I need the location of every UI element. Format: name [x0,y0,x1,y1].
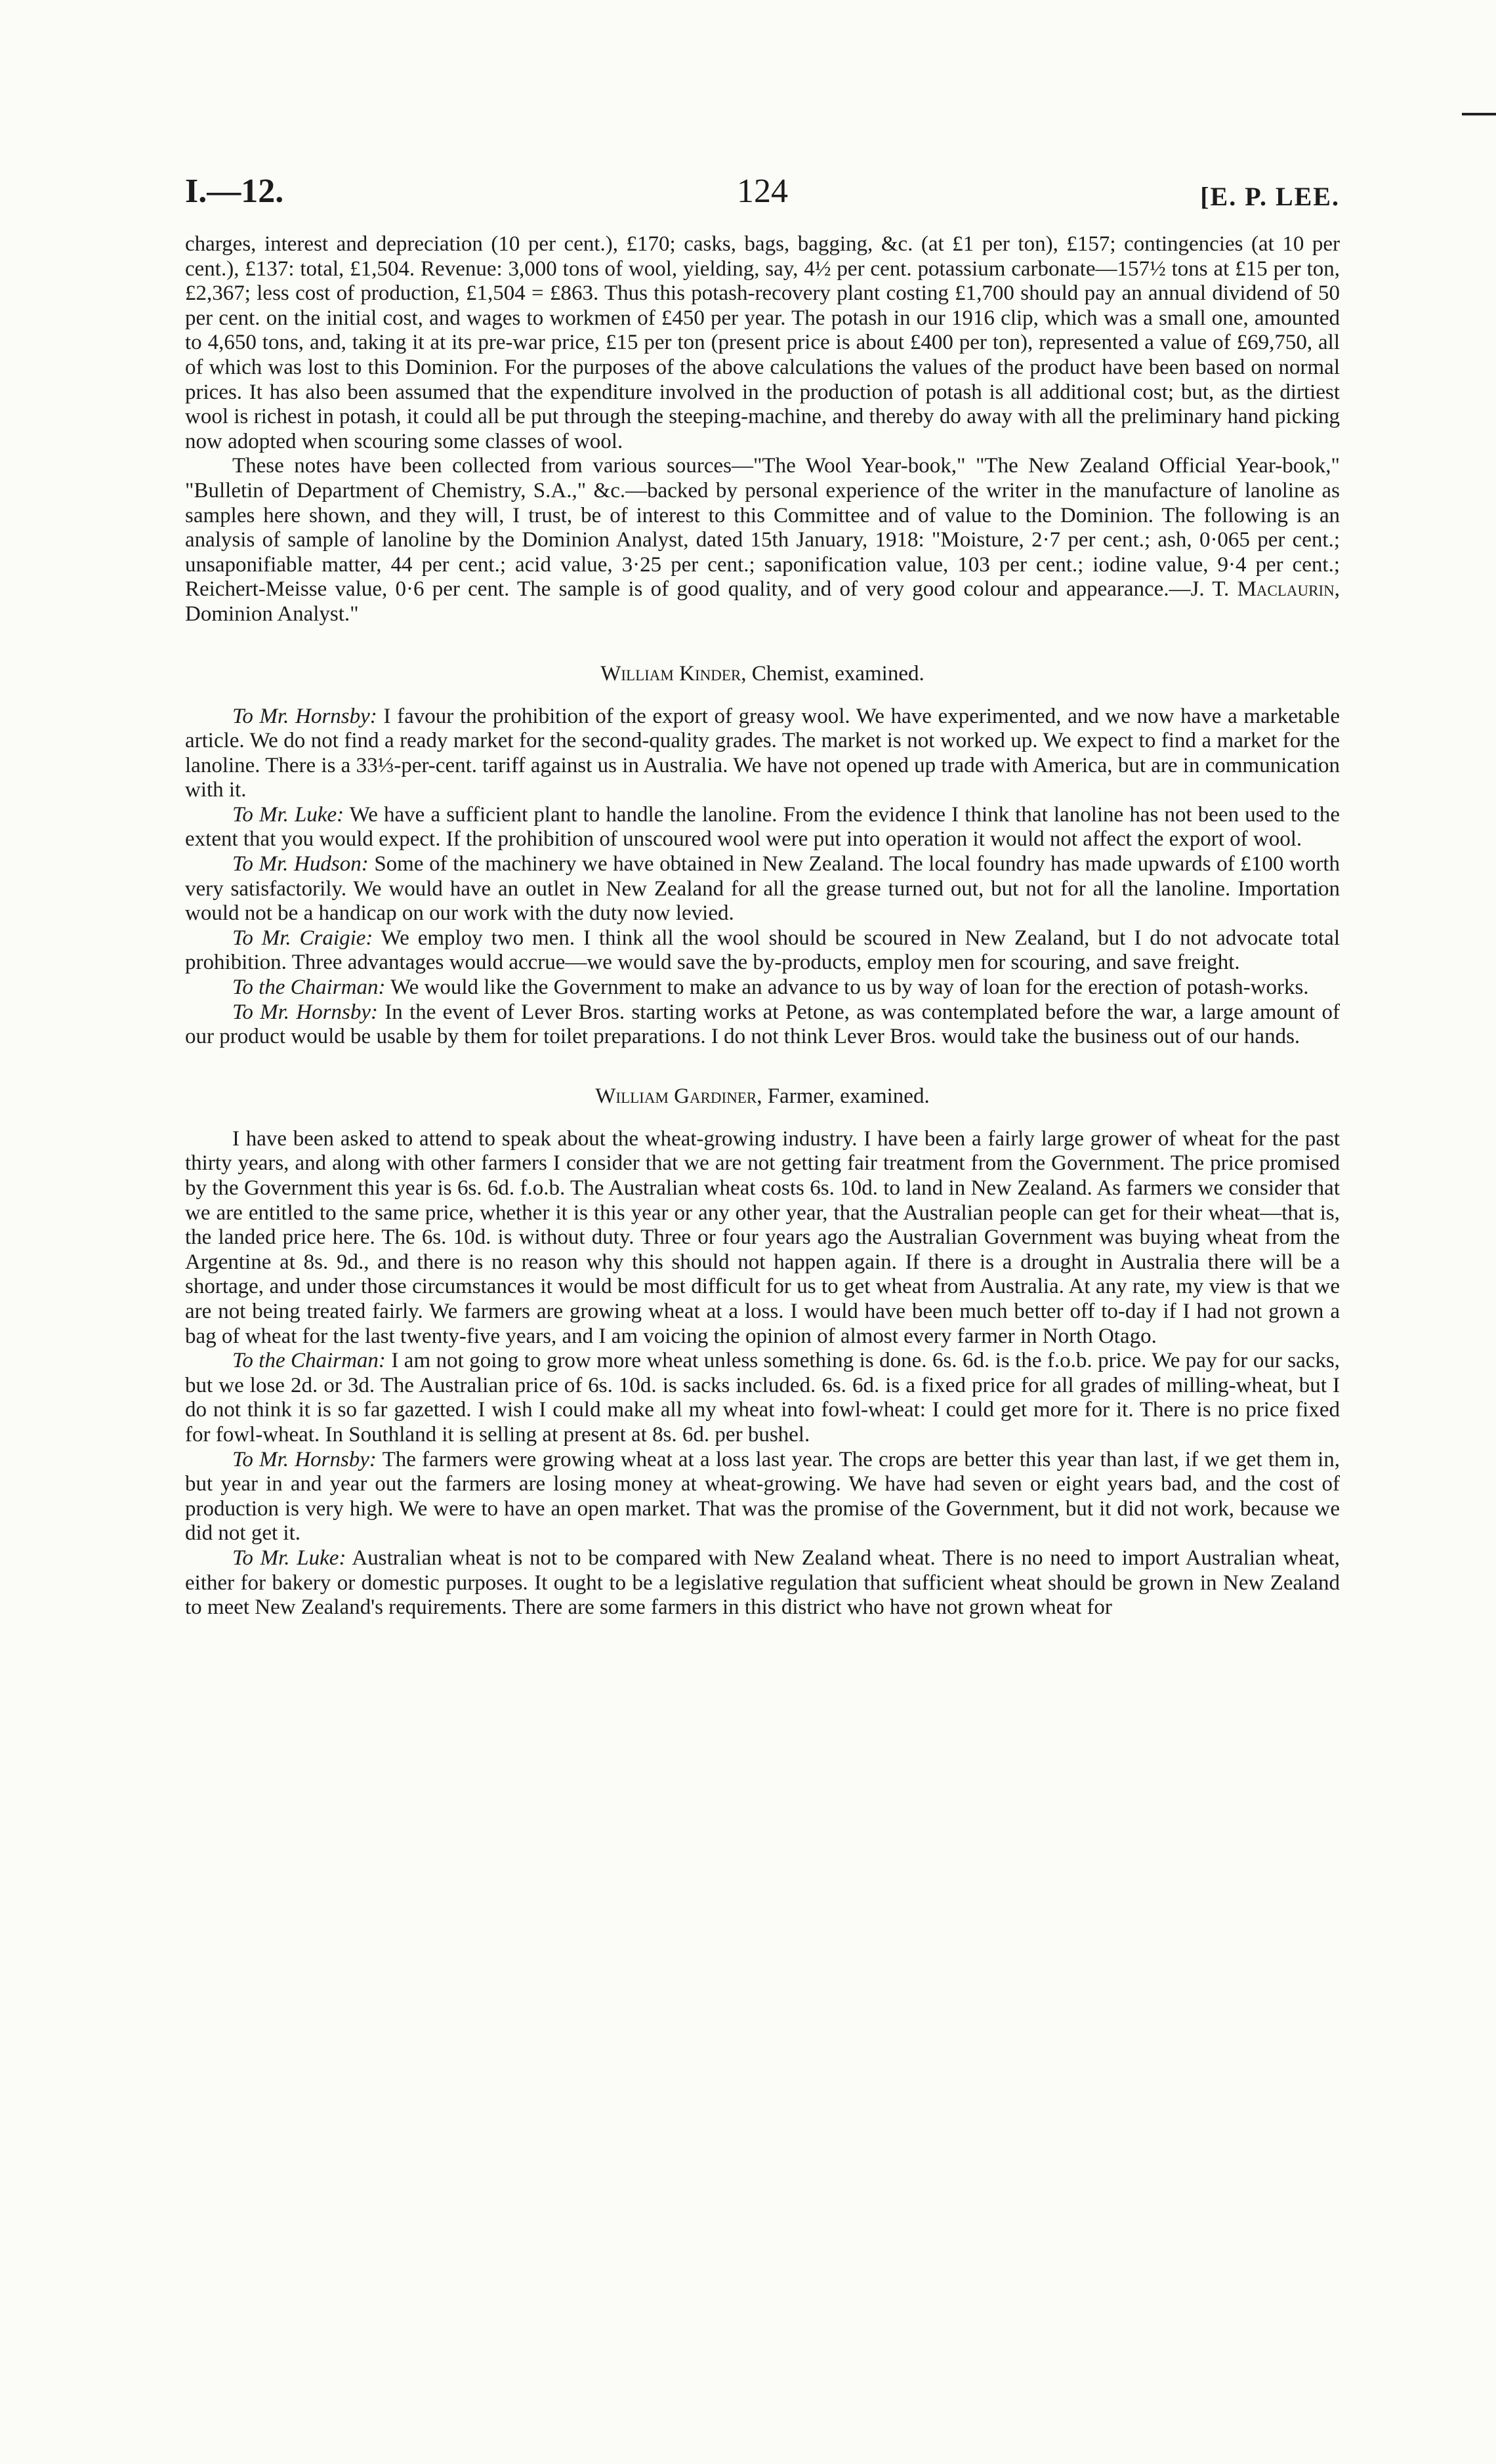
kinder-heading-name: William Kinder [600,661,741,686]
kinder-answer-3 [185,852,1340,926]
lee-paragraph-2-text: These notes have been collected from various sources—"The Wool Year-book," "The New Zealand Official Year-book," "Bulletin of Department of Chemistry, S.A.," &c.—backed by personal experience of the writer in the manufacture of lanoline as samples here shown, and they will, I trust, be of interest to this Committee and of value to the Dominion. The following is an analysis of sample of lanoline by the Dominion Analyst, dated 15th January, 1918: "Moisture, 2·7 per cent.; ash, 0·065 per cent.; unsaponifiable matter, 44 per cent.; acid value, 3·25 per cent.; saponification value, 103 per cent.; iodine value, 9·4 per cent.; Reichert-Meisse value, 0·6 per cent. The sample is of good quality, and of very good colour and appearance.— [185,454,1340,602]
kinder-answer-5 [185,975,1340,1000]
gardiner-answer-1 [185,1349,1340,1447]
addressee-label: To Mr. Craigie: [232,926,373,950]
analyst-signature-tail: , Dominion Analyst." [185,577,1340,626]
addressee-label: To the Chairman: [232,975,386,1000]
kinder-answer-4 [185,926,1340,975]
lee-paragraph-1: charges, interest and depreciation (10 per cent.), £170; casks, bags, bagging, &c. (at £1 per ton), £157; contingencies (at 10 per cent.), £137: total, £1,504. Revenue: 3,000 tons of wool, yielding, say, 4½ per cent. potassium carbonate—157½ tons at £15 per ton, £2,367; less cost of production, £1,504 = £863. Thus this potash-recovery plant costing £1,700 should pay an annual dividend of 50 per cent. on the initial cost, and wages to workmen of £450 per year. The potash in our 1916 clip, which was a small one, amounted to 4,650 tons, and, taking it at its pre-war price, £15 per ton (present price is about £400 per ton), represented a value of £69,750, all of which was lost to this Dominion. For the purposes of the above calculations the values of the product have been based on normal prices. It has also been assumed that the expenditure involved in the production of potash is all additional cost; but, as the dirtiest wool is richest in potash, it could all be put through the steeping-machine, and thereby do away with all the preliminary hand picking now adopted when scouring some classes of wool. [185,232,1340,453]
addressee-label: To Mr. Luke: [232,1546,346,1570]
addressee-label: To Mr. Hudson: [232,852,369,876]
answer-text: In the event of Lever Bros. starting works at Petone, as was contemplated before the war, a large amount of our product would be usable by them for toilet preparations. I do not think Lever Bros. would take the business out of our hands. [185,1000,1340,1049]
lee-paragraph-2 [185,454,1340,626]
edge-mark [1462,113,1496,115]
header-series-number: I.—12. [185,173,284,210]
addressee-label: To the Chairman: [232,1349,386,1373]
page-header [185,172,1340,218]
gardiner-heading-rest: , Farmer, examined. [757,1084,930,1108]
answer-text: I am not going to grow more wheat unless something is done. 6s. 6d. is the f.o.b. price. We pay for our sacks, but we lose 2d. or 3d. The Australian price of 6s. 10d. is sacks included. 6s. 6d. is a fixed price for all grades of milling-wheat, but I do not think it is so far gazetted. I wish I could make all my wheat into fowl-wheat: I could get more for it. There is no price fixed for fowl-wheat. In Southland it is selling at present at 8s. 6d. per bushel. [185,1349,1340,1447]
answer-text: We employ two men. I think all the wool should be scoured in New Zealand, but I do not advocate total prohibition. Three advantages would accrue—we would save the by-products, employ men for scouring, and save freight. [185,926,1340,975]
kinder-answer-1 [185,705,1340,803]
answer-text: We have a sufficient plant to handle the lanoline. From the evidence I think that lanoline has not been used to the extent that you would expect. If the prohibition of unscoured wool were put into operation it would not affect the export of wool. [185,802,1340,852]
header-witness-name: [E. P. LEE. [1200,182,1340,211]
gardiner-answer-3 [185,1546,1340,1620]
answer-text: I favour the prohibition of the export of greasy wool. We have experimented, and we now have a marketable article. We do not find a ready market for the second-quality grades. The market is not worked up. We expect to find a market for the lanoline. There is a 33⅓-per-cent. tariff against us in Australia. We have not opened up trade with America, but are in communication with it. [185,704,1340,802]
gardiner-heading [185,1084,1340,1109]
page-number: 124 [737,173,788,210]
addressee-label: To Mr. Luke: [232,802,344,827]
answer-text: Australian wheat is not to be compared with New Zealand wheat. There is no need to import Australian wheat, either for bakery or domestic purposes. It ought to be a legislative regulation that sufficient wheat should be grown in New Zealand to meet New Zealand's requirements. There are some farmers in this district who have not grown wheat for [185,1546,1340,1620]
gardiner-heading-name: William Gardiner [595,1084,757,1108]
answer-text: The farmers were growing wheat at a loss last year. The crops are better this year than last, if we get them in, but year in and year out the farmers are losing money at wheat-growing. We have had seven or eight years bad, and the cost of production is very high. We were to have an open market. That was the promise of the Government, but it did not work, because we did not get it. [185,1447,1340,1546]
analyst-signature: J. T. Maclaurin [1190,577,1335,602]
addressee-label: To Mr. Hornsby: [232,704,377,728]
addressee-label: To Mr. Hornsby: [232,1000,379,1024]
body-text [185,232,1340,1620]
kinder-answer-6 [185,1000,1340,1050]
answer-text: We would like the Government to make an advance to us by way of loan for the erection of potash-works. [385,975,1309,1000]
kinder-answer-2 [185,803,1340,852]
gardiner-answer-2 [185,1448,1340,1546]
kinder-heading [185,661,1340,686]
gardiner-statement: I have been asked to attend to speak about the wheat-growing industry. I have been a fairly large grower of wheat for the past thirty years, and along with other farmers I consider that we are not getting fair treatment from the Government. The price promised by the Government this year is 6s. 6d. f.o.b. The Australian wheat costs 6s. 10d. to land in New Zealand. As farmers we consider that we are entitled to the same price, whether it is this year or any other year, that the Australian people can get for their wheat—that is, the landed price here. The 6s. 10d. is without duty. Three or four years ago the Australian Government was buying wheat from the Argentine at 8s. 9d., and there is no reason why this should not happen again. If there is a drought in Australia there will be a shortage, and under those circumstances it would be most difficult for us to get wheat from Australia. At any rate, my view is that we are not being treated fairly. We farmers are growing wheat at a loss. I would have been much better off to-day if I had not grown a bag of wheat for the last twenty-five years, and I am voicing the opinion of almost every farmer in North Otago. [185,1126,1340,1348]
addressee-label: To Mr. Hornsby: [232,1447,377,1471]
answer-text: Some of the machinery we have obtained in New Zealand. The local foundry has made upwards of £100 worth very satisfactorily. We would have an outlet in New Zealand for all the grease turned out, but not for all the lanoline. Importation would not be a handicap on our work with the duty now levied. [185,852,1340,926]
kinder-heading-rest: , Chemist, examined. [741,661,925,686]
